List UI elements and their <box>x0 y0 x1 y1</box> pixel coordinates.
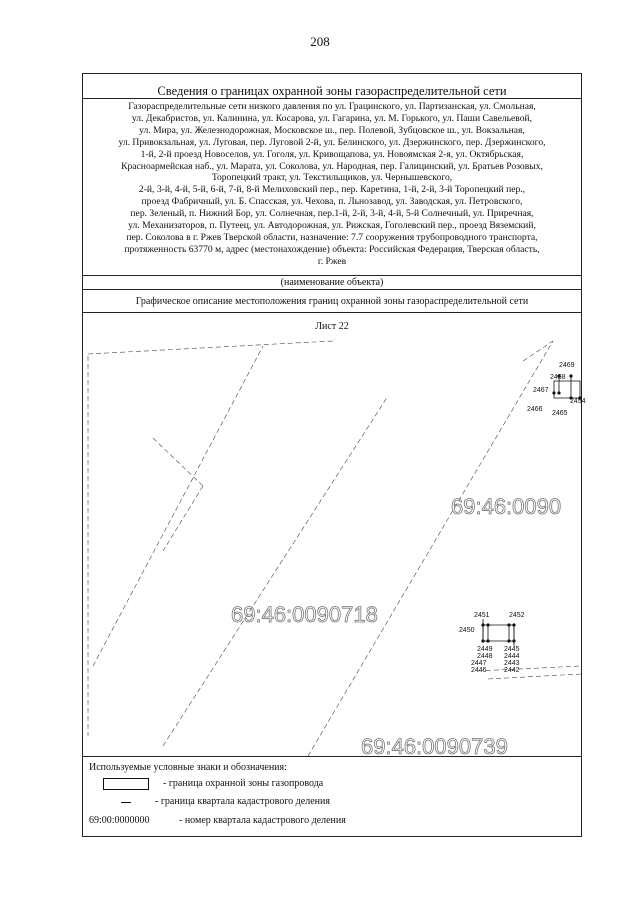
point-label: 2443 <box>504 660 520 667</box>
point-label: 2465 <box>552 410 568 417</box>
boundary-point <box>512 623 515 626</box>
description-line: Газораспределительные сети низкого давления по ул. Грацинского, ул. Партизанская, ул. Смольная, <box>128 101 536 112</box>
boundary-point <box>486 623 489 626</box>
point-label: 2446 <box>471 667 487 674</box>
divider <box>83 312 581 313</box>
map-boundary-line <box>88 341 333 354</box>
boundary-point <box>481 623 484 626</box>
description-line: ул. Механизаторов, п. Путеец, ул. Автодорожная, ул. Рижская, Гоголевский пер., проезд Вяземский, <box>128 220 536 232</box>
map-boundary-line <box>523 341 553 361</box>
document-frame <box>82 73 586 837</box>
legend-number-symbol: 69:00:0000000 <box>89 815 150 826</box>
protection-zone-outline <box>488 625 509 641</box>
description-line: ул. Привокзальная, ул. Луговая, пер. Луговой 2-й, ул. Белинского, ул. Дзержинского, пер. Дзержинского, <box>118 136 546 148</box>
map-boundary-line <box>153 438 203 486</box>
description-line: Красноармейская наб., ул. Марата, ул. Соколова, ул. Народная, пер. Галицинский, ул. Братьев Розовых, <box>121 160 543 172</box>
cadastral-number: 69:46:0090 <box>451 494 562 519</box>
point-label: 2454 <box>570 398 586 405</box>
legend-title: Используемые условные знаки и обозначения: <box>89 762 287 773</box>
page-number: 208 <box>310 34 330 49</box>
description-line: проезд Фабричный, ул. Б. Спасская, ул. Чехова, п. Льнозавод, ул. Заводская, ул. Петровского, <box>141 196 523 208</box>
object-caption: (наименование объекта) <box>280 277 384 288</box>
map-boundary-line <box>163 396 388 746</box>
divider <box>83 289 581 290</box>
boundary-point <box>512 639 515 642</box>
cadastral-number: 69:46:0090718 <box>231 602 378 627</box>
point-label: 2451 <box>474 612 490 619</box>
map-boundary-line <box>163 486 203 551</box>
point-label: 2444 <box>504 653 520 660</box>
boundary-point <box>486 639 489 642</box>
description-line: ул. Мира, ул. Железнодорожная, Московское ш., пер. Полевой, Зубцовское ш., ул. Вокзальная, <box>139 124 525 136</box>
description-line: 1-й, 2-й проезд Новоселов, ул. Гоголя, ул. Кривощапова, ул. Новоямская 2-я, ул. Октябрьская, <box>140 148 524 160</box>
map-boundary-line <box>308 341 553 756</box>
document-title: Сведения о границах охранной зоны газораспределительной сети <box>157 84 507 98</box>
cadastral-number: 69:46:0090739 <box>361 734 508 759</box>
legend-item-text: - граница квартала кадастрового деления <box>155 796 330 807</box>
description-line: ул. Декабристов, ул. Калинина, ул. Косарова, ул. Гагарина, ул. М. Горького, ул. Паши Савельевой, <box>131 112 533 124</box>
legend-item-text: - номер квартала кадастрового деления <box>179 815 346 826</box>
point-label: 2449 <box>477 646 493 653</box>
point-label: 2445 <box>504 646 520 653</box>
sheet-label: Лист 22 <box>315 321 349 332</box>
boundary-point <box>507 623 510 626</box>
description-line: протяженность 63770 м, адрес (местонахождение) объекта: Российская Федерация, Тверская область, <box>124 243 540 255</box>
point-label: 2466 <box>527 406 543 413</box>
point-label: 2468 <box>550 374 566 381</box>
divider <box>83 98 581 99</box>
point-label: 2442 <box>504 667 520 674</box>
point-label: 2447 <box>471 660 487 667</box>
description-line: 2-й, 3-й, 4-й, 5-й, 6-й, 7-й, 8-й Мелиховский пер., пер. Каретина, 1-й, 2-й, 3-й Торопецкий пер., <box>138 184 526 196</box>
point-label: 2450 <box>459 627 475 634</box>
point-label: 2467 <box>533 387 549 394</box>
boundary-point <box>569 374 572 377</box>
description-line: пер. Зеленый, п. Нижний Бор, ул. Солнечная, пер.1-й, 2-й, 3-й, 4-й, 5-й Солнечный, ул. Приречная, <box>130 208 534 220</box>
legend-quarter-line-symbol <box>121 802 131 803</box>
boundary-point <box>557 391 560 394</box>
point-label: 2448 <box>477 653 493 660</box>
point-label: 2452 <box>509 612 525 619</box>
graphic-description-title: Графическое описание местоположения границ охранной зоны газораспределительной сети <box>135 296 529 307</box>
description-line: пер. Соколова в г. Ржев Тверской области, назначение: 7.7 сооружения трубопроводного транспорта, <box>126 231 538 243</box>
boundary-point <box>552 391 555 394</box>
map-boundary-line <box>488 674 581 679</box>
point-label: 2469 <box>559 362 575 369</box>
description-line: г. Ржев <box>317 255 347 267</box>
legend-item-text: - граница охранной зоны газопровода <box>163 778 324 789</box>
description-line: Торопецкий тракт, ул. Текстильщиков, ул. Чернышевского, <box>211 172 453 184</box>
legend-zone-symbol <box>103 778 149 790</box>
map-boundary-line <box>478 666 581 671</box>
divider <box>83 275 581 276</box>
object-description <box>93 101 571 268</box>
boundary-point <box>481 639 484 642</box>
boundary-map <box>83 336 586 759</box>
divider <box>83 756 581 757</box>
boundary-point <box>507 639 510 642</box>
protection-zone-outline <box>554 381 580 398</box>
